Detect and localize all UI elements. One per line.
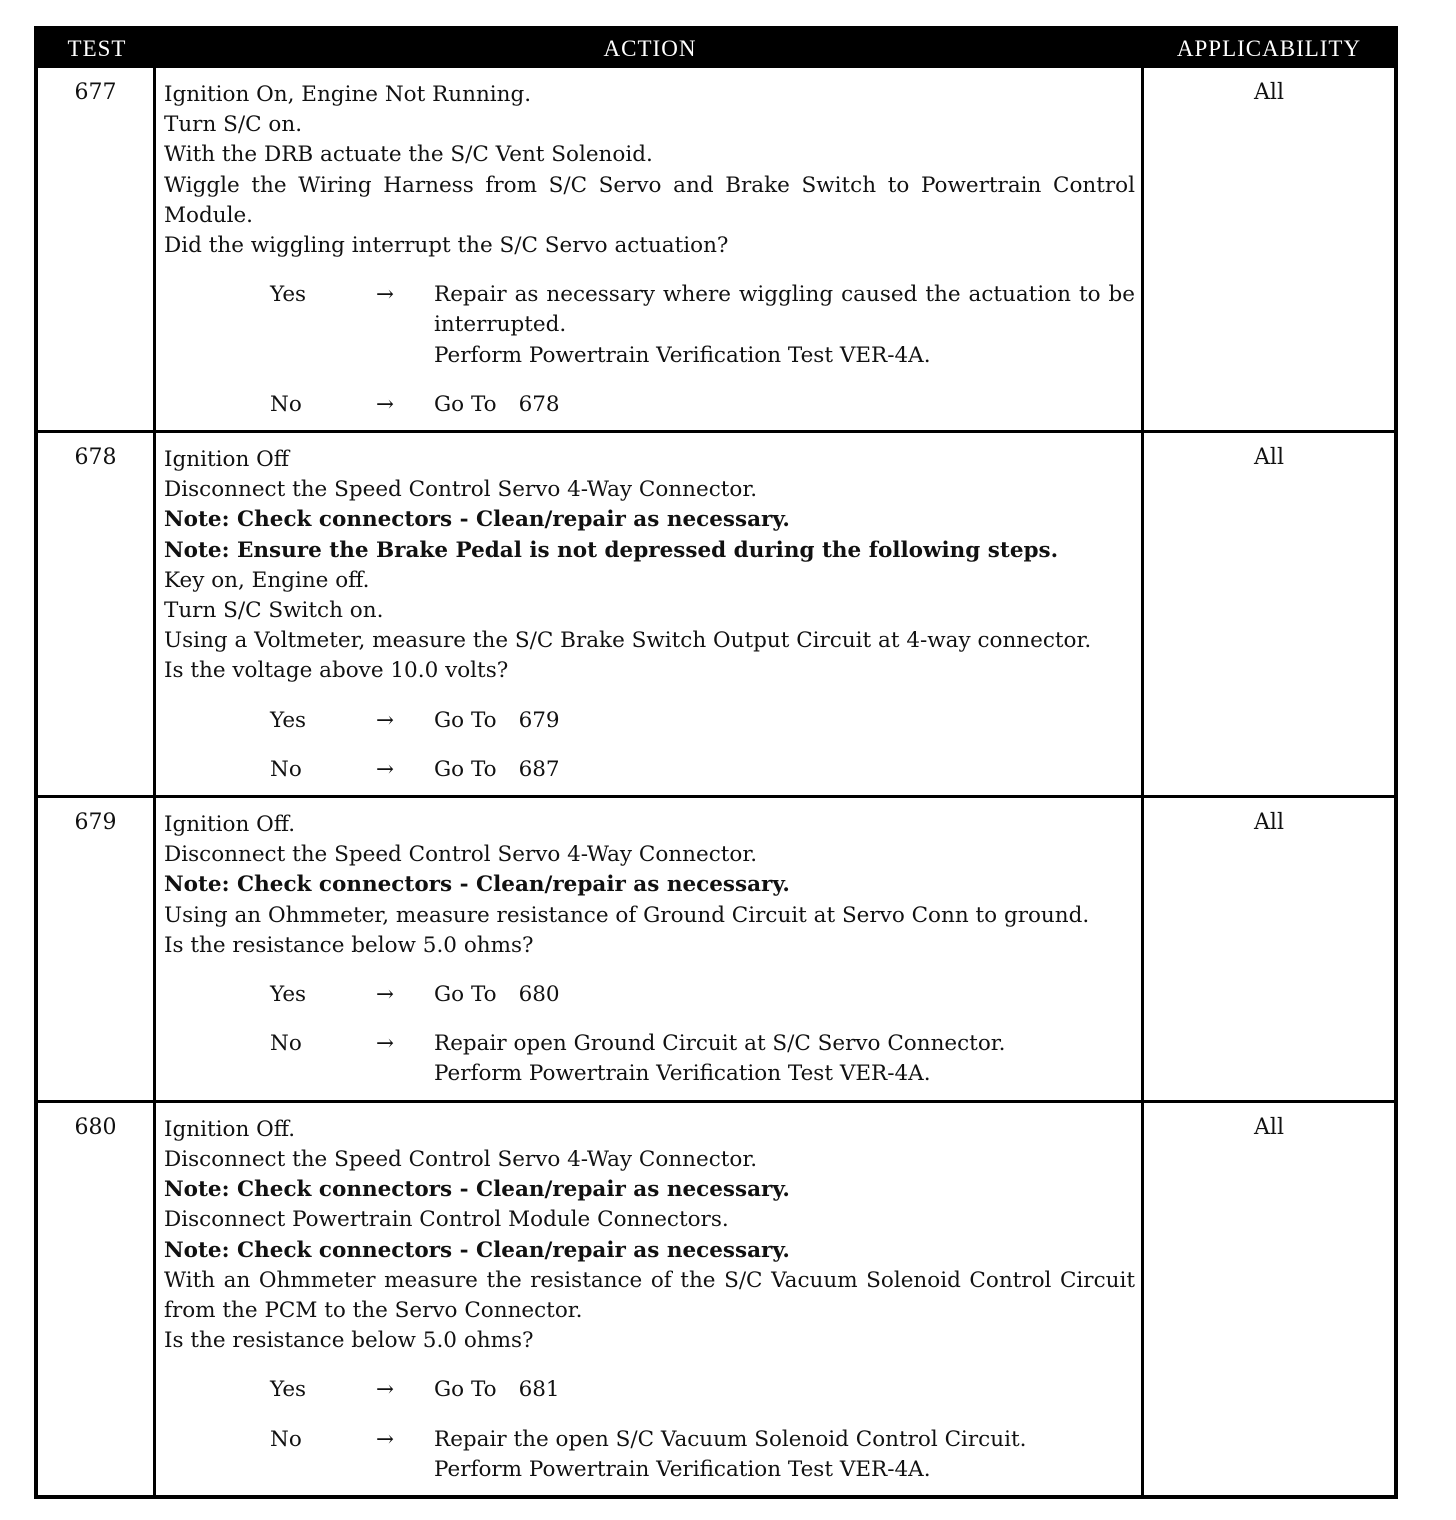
note-line: Note: Check connectors - Clean/repair as necessary. [164, 1177, 790, 1203]
table-row [38, 795, 1394, 1100]
outcome-result [434, 755, 1135, 785]
outcome-result [434, 980, 1135, 1010]
outcome-yes [164, 980, 1135, 1010]
goto-label: Go To [434, 707, 497, 733]
action-line: With an Ohmmeter measure the resistance of the S/C Vacuum Solenoid Control Circuit from the PCM to the Servo Connector. [164, 1267, 1135, 1323]
action-line: Disconnect the Speed Control Servo 4-Way Connector. [164, 1146, 758, 1172]
result-line: Repair open Ground Circuit at S/C Servo Connector. [434, 1031, 1006, 1057]
action-line: Disconnect the Speed Control Servo 4-Way Connector. [164, 842, 758, 868]
action-line: Turn S/C on. [164, 112, 303, 138]
outcome-answer: Yes [270, 1377, 307, 1403]
header-action: ACTION [603, 36, 697, 61]
goto-target: 679 [518, 707, 560, 733]
result-line: Perform Powertrain Verification Test VER-4A. [434, 1061, 931, 1087]
outcome-no [164, 755, 1135, 785]
action-cell [156, 1103, 1144, 1495]
result-line: Repair the open S/C Vacuum Solenoid Control Circuit. [434, 1426, 1027, 1452]
right-arrow-icon: → [376, 1426, 395, 1452]
outcome-answer: No [270, 1031, 302, 1057]
outcome-answer: Yes [270, 707, 307, 733]
test-number: 680 [38, 1103, 156, 1495]
table-body [38, 68, 1394, 1495]
header-applicability: APPLICABILITY [1176, 36, 1362, 61]
action-line: Is the resistance below 5.0 ohms? [164, 932, 534, 958]
goto-label: Go To [434, 982, 497, 1008]
goto-target: 687 [518, 756, 560, 782]
action-cell [156, 798, 1144, 1100]
right-arrow-icon: → [376, 1377, 395, 1403]
action-cell [156, 433, 1144, 795]
outcome-answer: No [270, 391, 302, 417]
goto-label: Go To [434, 391, 497, 417]
action-line: Disconnect the Speed Control Servo 4-Way Connector. [164, 477, 758, 503]
right-arrow-icon: → [376, 982, 395, 1008]
result-line: Perform Powertrain Verification Test VER-4A. [434, 342, 931, 368]
note-line: Note: Check connectors - Clean/repair as necessary. [164, 872, 790, 898]
diagnostic-test-table [34, 26, 1398, 1499]
outcome-answer: No [270, 1426, 302, 1452]
action-line: Turn S/C Switch on. [164, 598, 384, 624]
goto-target: 681 [518, 1377, 560, 1403]
applicability: All [1254, 80, 1284, 105]
action-line: Disconnect Powertrain Control Module Connectors. [164, 1207, 729, 1233]
applicability: All [1254, 445, 1284, 471]
applicability: All [1254, 810, 1284, 836]
test-number: 679 [38, 798, 156, 1100]
outcome-result [434, 280, 1135, 371]
result-line: Perform Powertrain Verification Test VER-4A. [434, 1456, 931, 1482]
outcome-no [164, 1425, 1135, 1485]
right-arrow-icon: → [376, 1031, 395, 1057]
right-arrow-icon: → [376, 282, 395, 308]
goto-target: 678 [518, 391, 560, 417]
result-line: Repair as necessary where wiggling caused the actuation to be interrupted. [434, 282, 1135, 338]
note-line: Note: Ensure the Brake Pedal is not depressed during the following steps. [164, 537, 1059, 563]
action-line: Did the wiggling interrupt the S/C Servo actuation? [164, 233, 729, 259]
right-arrow-icon: → [376, 391, 395, 417]
applicability: All [1254, 1114, 1284, 1140]
outcome-result [434, 706, 1135, 736]
action-line: Is the resistance below 5.0 ohms? [164, 1328, 534, 1354]
outcome-yes [164, 1375, 1135, 1405]
goto-label: Go To [434, 1377, 497, 1403]
action-line: Using an Ohmmeter, measure resistance of Ground Circuit at Servo Conn to ground. [164, 902, 1090, 928]
table-row [38, 68, 1394, 430]
outcome-answer: Yes [270, 282, 307, 308]
outcome-result [434, 1375, 1135, 1405]
outcome-no [164, 390, 1135, 420]
action-line: Wiggle the Wiring Harness from S/C Servo and Brake Switch to Powertrain Control Module. [164, 172, 1135, 228]
action-line: Ignition Off [164, 447, 290, 473]
action-cell [156, 68, 1144, 430]
outcome-answer: No [270, 756, 302, 782]
goto-target: 680 [518, 982, 560, 1008]
table-row [38, 1100, 1394, 1495]
outcome-yes [164, 280, 1135, 371]
outcome-result [434, 390, 1135, 420]
right-arrow-icon: → [376, 756, 395, 782]
action-line: Using a Voltmeter, measure the S/C Brake Switch Output Circuit at 4-way connector. [164, 628, 1092, 654]
action-line: Key on, Engine off. [164, 567, 370, 593]
header-test: TEST [67, 36, 127, 61]
right-arrow-icon: → [376, 707, 395, 733]
outcome-no [164, 1029, 1135, 1089]
note-line: Note: Check connectors - Clean/repair as necessary. [164, 507, 790, 533]
outcome-answer: Yes [270, 982, 307, 1008]
test-number: 677 [38, 68, 156, 430]
action-line: Is the voltage above 10.0 volts? [164, 658, 509, 684]
action-line: Ignition Off. [164, 1116, 296, 1142]
note-line: Note: Check connectors - Clean/repair as necessary. [164, 1237, 790, 1263]
outcome-result [434, 1029, 1135, 1089]
outcome-result [434, 1425, 1135, 1485]
action-line: With the DRB actuate the S/C Vent Solenoid. [164, 142, 653, 168]
action-line: Ignition Off. [164, 812, 296, 838]
action-line: Ignition On, Engine Not Running. [164, 82, 532, 107]
test-number: 678 [38, 433, 156, 795]
outcome-yes [164, 706, 1135, 736]
table-row [38, 430, 1394, 795]
table-header [38, 30, 1394, 68]
goto-label: Go To [434, 756, 497, 782]
